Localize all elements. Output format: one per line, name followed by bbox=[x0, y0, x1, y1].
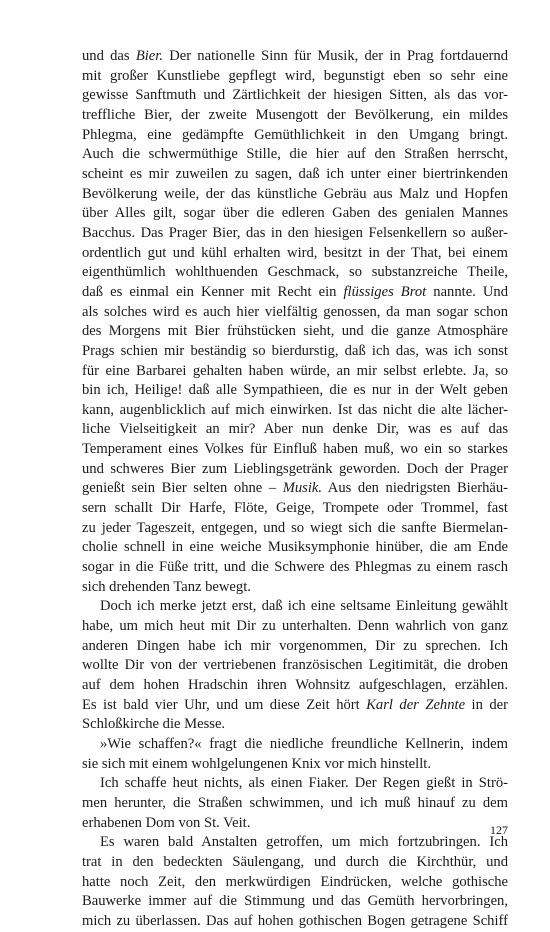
text-line bbox=[82, 538, 508, 558]
italic-text: flüssiges Brot bbox=[343, 283, 427, 300]
text-run: habe, um mich heut mit Dir zu unterhalten. Denn wahrlich von ganz bbox=[82, 618, 508, 635]
text-run: Temperament eines Volkes für Einfluß haben muß, wo ein so starkes bbox=[82, 441, 508, 458]
text-run: Prags schien mir beständig so bierdurstig, daß ich das, was ich sonst bbox=[82, 342, 508, 359]
text-line bbox=[82, 479, 508, 499]
text-line bbox=[82, 755, 508, 775]
text-run: Bevölkerung weile, der das künstliche Gebräu aus Malz und Hopfen bbox=[82, 185, 508, 202]
text-line bbox=[82, 912, 508, 932]
text-run: sich drehenden Tanz bewegt. bbox=[82, 578, 251, 595]
text-run: bin ich, Heilige! daß alle Sympathieen, die es nur in der Welt geben bbox=[82, 382, 508, 399]
text-run: und das bbox=[82, 48, 136, 64]
text-run: trat in den bedeckten Säulengang, und durch die Kirchthür, und bbox=[82, 853, 508, 870]
text-line bbox=[82, 440, 508, 460]
text-run: ordentlich gut und kühl erhalten wird, besitzt in der That, bei einem bbox=[82, 244, 508, 261]
text-line bbox=[82, 420, 508, 440]
paragraph bbox=[82, 735, 508, 774]
text-line bbox=[82, 145, 508, 165]
text-line bbox=[82, 696, 508, 716]
text-run: genießt sein Bier selten ohne – bbox=[82, 480, 283, 497]
text-run: scheint es mir zuweilen zu sagen, daß ich unter einer biertrinkenden bbox=[82, 165, 508, 182]
text-line bbox=[82, 578, 508, 598]
text-run: Der nationelle Sinn für Musik, der in Prag fortdauernd bbox=[162, 48, 508, 64]
text-line bbox=[82, 401, 508, 421]
text-line bbox=[82, 735, 508, 755]
text-run: anderen Dingen habe ich mir vorgenommen, Dir zu sprechen. Ich bbox=[82, 637, 508, 654]
text-line bbox=[82, 499, 508, 519]
paragraph bbox=[82, 597, 508, 735]
text-line bbox=[82, 362, 508, 382]
text-line bbox=[82, 873, 508, 893]
text-run: erhabenen Dom von St. Veit. bbox=[82, 814, 251, 831]
text-line bbox=[82, 185, 508, 205]
text-line bbox=[82, 853, 508, 873]
text-line bbox=[82, 774, 508, 794]
text-line bbox=[82, 126, 508, 146]
text-run: auf dem hohen Hradschin ihren Wohnsitz aufgeschlagen, erzählen. bbox=[82, 677, 508, 693]
text-run: Bacchus. Das Prager Bier, das in den hiesigen Felsenkellern so außer- bbox=[82, 224, 508, 241]
text-line bbox=[82, 244, 508, 264]
text-run: sie sich mit einem wohlgelungenen Knix vor mich hinstellt. bbox=[82, 755, 431, 772]
italic-text: Karl der Zehnte bbox=[366, 696, 466, 713]
text-run: Es ist bald vier Uhr, und um diese Zeit hört bbox=[82, 696, 367, 713]
text-run: hatte noch Zeit, den merkwürdigen Eindrücken, welche gothische bbox=[82, 873, 508, 890]
text-run: Phlegma, eine gedämpfte Gemüthlichkeit in den Umgang bringt. bbox=[82, 126, 508, 143]
text-line bbox=[82, 794, 508, 814]
text-line bbox=[82, 303, 508, 323]
text-line bbox=[82, 833, 508, 853]
paragraph bbox=[82, 774, 508, 833]
text-run: nannte. Und bbox=[426, 283, 509, 300]
text-run: liche Vielseitigkeit an mir? Aber nun denke Dir, was es auf das bbox=[82, 421, 508, 438]
text-run: Ich schaffe heut nichts, als einen Fiaker. Der Regen gießt in Strö- bbox=[100, 775, 508, 792]
text-line bbox=[82, 322, 508, 342]
text-run: als solches wird es auch hier vielfältig genossen, da man sogar schon bbox=[82, 303, 508, 320]
text-line bbox=[82, 86, 508, 106]
text-run: men herunter, die Straßen schwimmen, und ich muß hinauf zu dem bbox=[82, 794, 508, 811]
text-line bbox=[82, 165, 508, 185]
text-run: Bauwerke immer auf die Stimmung und das Gemüth hervorbringen, bbox=[82, 893, 508, 910]
text-run: sogar in die Füße tritt, und die Schwere des Phlegmas zu einem rasch bbox=[82, 559, 508, 576]
text-line bbox=[82, 106, 508, 126]
text-line bbox=[82, 676, 508, 696]
paragraph bbox=[82, 833, 508, 931]
text-run: sern schallt Dir Harfe, Flöte, Geige, Trompete oder Trommel, fast bbox=[82, 500, 508, 517]
text-line bbox=[82, 224, 508, 244]
paragraph bbox=[82, 47, 508, 597]
text-run: »Wie schaffen?« fragt die niedliche freundliche Kellnerin, indem bbox=[100, 735, 508, 752]
text-line bbox=[82, 263, 508, 283]
text-run: in der bbox=[465, 696, 508, 713]
text-line bbox=[82, 519, 508, 539]
italic-text: Musik. bbox=[282, 480, 323, 497]
text-run: des Morgens mit Bier frühstücken sieht, und die ganze Atmosphäre bbox=[82, 323, 508, 340]
text-run: cholie schnell in eine weiche Musiksymphonie hinüber, die am Ende bbox=[82, 539, 508, 556]
text-line bbox=[82, 637, 508, 657]
text-run: gewisse Sanftmuth und Zärtlichkeit der hiesigen Sitten, als das vor- bbox=[82, 87, 508, 104]
text-line bbox=[82, 204, 508, 224]
text-run: Aus den niedrigsten Bierhäu- bbox=[322, 480, 509, 497]
text-run: zu jeder Tageszeit, entgegen, und so wiegt sich die sanfte Biermelan- bbox=[82, 519, 508, 536]
text-line bbox=[82, 892, 508, 912]
text-run: für eine Barbarei gehalten haben würde, an mir selbst erlebte. Ja, so bbox=[82, 362, 508, 379]
text-run: kann, augenblicklich auf mich einwirken. Ist das nicht die alte lächer- bbox=[82, 401, 508, 418]
text-line bbox=[82, 715, 508, 735]
text-run: Schloßkirche die Messe. bbox=[82, 716, 226, 733]
text-run: und schweres Bier zum Lieblingsgetränk geworden. Doch der Prager bbox=[82, 460, 508, 477]
text-line bbox=[82, 814, 508, 834]
text-run: mit großer Kunstliebe gepflegt wird, begunstigt eben so sehr eine bbox=[82, 67, 508, 84]
page-number: 127 bbox=[490, 823, 508, 837]
text-run: wollte Dir von der vertriebenen französischen Legitimität, die droben bbox=[82, 657, 508, 674]
text-line bbox=[82, 597, 508, 617]
text-line bbox=[82, 381, 508, 401]
text-run: eigenthümlich wohlthuenden Geschmack, so substanzreiche Theile, bbox=[82, 264, 508, 281]
text-line bbox=[82, 617, 508, 637]
text-run: Doch ich merke jetzt erst, daß ich eine seltsame Einleitung gewählt bbox=[100, 598, 508, 615]
italic-text: Bier. bbox=[135, 48, 163, 64]
page-body bbox=[82, 47, 508, 932]
text-run: Es waren bald Anstalten getroffen, um mich fortzubringen. Ich bbox=[100, 834, 508, 851]
text-line bbox=[82, 460, 508, 480]
text-run: treffliche Bier, der zweite Musengott der Bevölkerung, ein mildes bbox=[82, 106, 508, 123]
text-line bbox=[82, 656, 508, 676]
text-line bbox=[82, 558, 508, 578]
text-run: Auch die schwermüthige Stille, die hier auf den Straßen herrscht, bbox=[82, 146, 508, 163]
text-line bbox=[82, 67, 508, 87]
text-run: daß es einmal ein Kenner mit Recht ein bbox=[82, 283, 344, 300]
text-line bbox=[82, 47, 508, 67]
text-run: über Alles gilt, sogar über die edleren Gaben des genialen Mannes bbox=[82, 205, 508, 222]
text-line bbox=[82, 342, 508, 362]
text-run: mich zu überlassen. Das auf hohen gothischen Bogen getragene Schiff bbox=[82, 912, 508, 929]
text-line bbox=[82, 283, 508, 303]
